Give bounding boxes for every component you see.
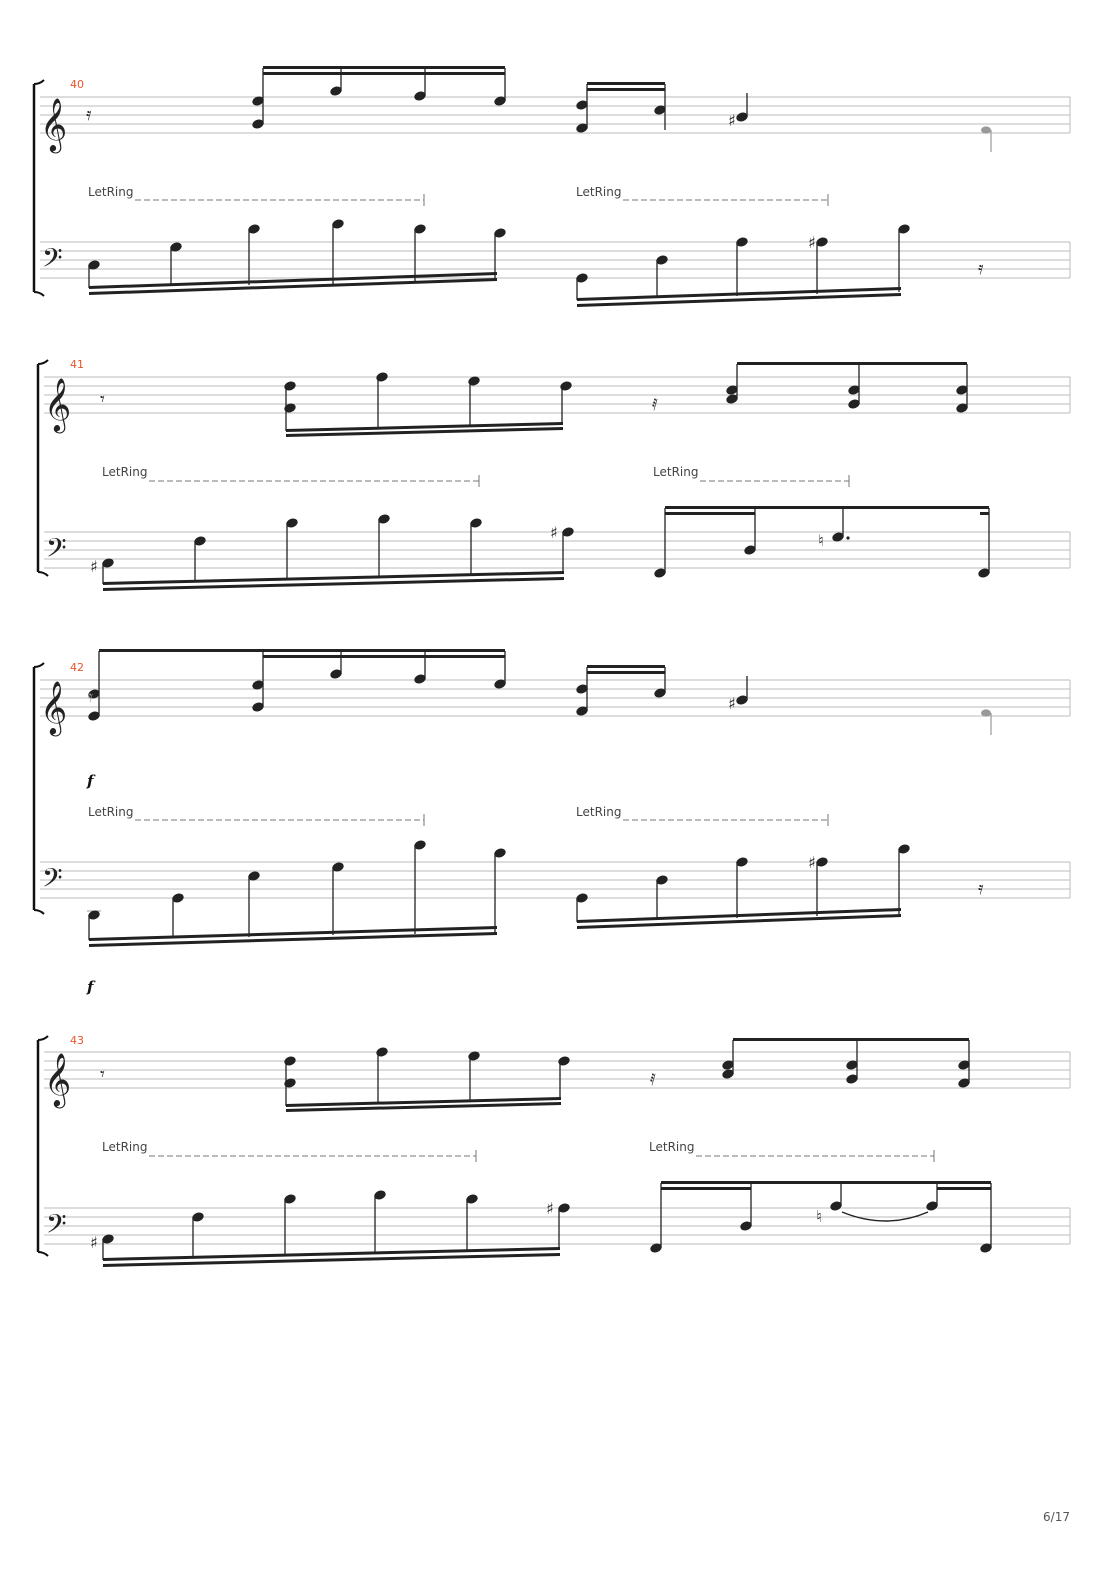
svg-text:♯: ♯ xyxy=(550,523,558,542)
bass-notes xyxy=(88,219,984,307)
svg-text:LetRing: LetRing xyxy=(102,465,148,479)
measure-number: 42 xyxy=(70,661,84,674)
let-ring-1 xyxy=(102,1140,476,1162)
svg-text:♯: ♯ xyxy=(728,694,736,713)
svg-text:♯: ♯ xyxy=(546,1199,554,1218)
let-ring-1 xyxy=(88,185,424,206)
svg-text:𝄾: 𝄾 xyxy=(100,389,105,410)
svg-text:LetRing: LetRing xyxy=(649,1140,695,1154)
bass-clef-icon: 𝄢 xyxy=(46,532,67,570)
treble-notes xyxy=(88,649,991,735)
treble-staff xyxy=(44,377,1070,413)
svg-text:LetRing: LetRing xyxy=(88,805,134,819)
let-ring-1 xyxy=(102,465,479,487)
treble-notes xyxy=(86,66,991,152)
system-43 xyxy=(38,1034,1070,1267)
svg-text:♯: ♯ xyxy=(808,233,816,252)
svg-text:LetRing: LetRing xyxy=(653,465,699,479)
measure-number: 41 xyxy=(70,358,84,371)
measure-number: 43 xyxy=(70,1034,84,1047)
svg-text:𝄿: 𝄿 xyxy=(88,687,93,706)
treble-clef-icon: 𝄞 xyxy=(40,680,68,734)
bass-notes xyxy=(87,840,984,947)
svg-text:𝄿: 𝄿 xyxy=(978,258,984,279)
treble-staff xyxy=(44,1052,1070,1088)
svg-text:♯: ♯ xyxy=(728,111,736,130)
let-ring-2 xyxy=(653,465,849,487)
treble-notes xyxy=(100,1038,970,1112)
svg-text:𝄿: 𝄿 xyxy=(978,878,984,899)
system-42 xyxy=(34,649,1070,996)
svg-text:LetRing: LetRing xyxy=(102,1140,148,1154)
treble-clef-icon: 𝄞 xyxy=(40,97,68,151)
system-40 xyxy=(34,66,1070,307)
system-41 xyxy=(38,358,1070,591)
bass-clef-icon: 𝄢 xyxy=(42,242,63,280)
let-ring-2 xyxy=(576,805,828,826)
svg-text:♯: ♯ xyxy=(90,1233,98,1252)
svg-text:LetRing: LetRing xyxy=(576,805,622,819)
bass-staff xyxy=(40,242,1070,278)
svg-text:♮: ♮ xyxy=(816,1207,822,1226)
let-ring-1 xyxy=(88,805,424,826)
bass-notes xyxy=(90,506,990,591)
dynamic-forte: f xyxy=(87,978,94,996)
svg-text:𝄿: 𝄿 xyxy=(86,104,92,125)
bass-clef-icon: 𝄢 xyxy=(42,862,63,900)
treble-staff xyxy=(40,97,1070,133)
svg-text:𝄾: 𝄾 xyxy=(100,1064,105,1085)
svg-text:LetRing: LetRing xyxy=(576,185,622,199)
measure-number: 40 xyxy=(70,78,84,91)
bass-notes xyxy=(90,1181,992,1267)
treble-clef-icon: 𝄞 xyxy=(44,1052,72,1106)
let-ring-2 xyxy=(576,185,828,206)
bass-clef-icon: 𝄢 xyxy=(46,1208,67,1246)
svg-text:LetRing: LetRing xyxy=(88,185,134,199)
bass-staff xyxy=(40,862,1070,898)
treble-notes xyxy=(100,362,968,437)
svg-text:♯: ♯ xyxy=(90,557,98,576)
dynamic-forte: f xyxy=(87,772,94,790)
svg-text:♮: ♮ xyxy=(818,531,824,550)
let-ring-2 xyxy=(649,1140,934,1162)
treble-clef-icon: 𝄞 xyxy=(44,377,72,431)
page-number: 6/17 xyxy=(1043,1510,1070,1524)
svg-text:♯: ♯ xyxy=(808,853,816,872)
svg-text:𝅀: 𝅀 xyxy=(652,395,658,414)
svg-text:𝅀: 𝅀 xyxy=(650,1070,656,1089)
treble-staff xyxy=(40,680,1070,716)
